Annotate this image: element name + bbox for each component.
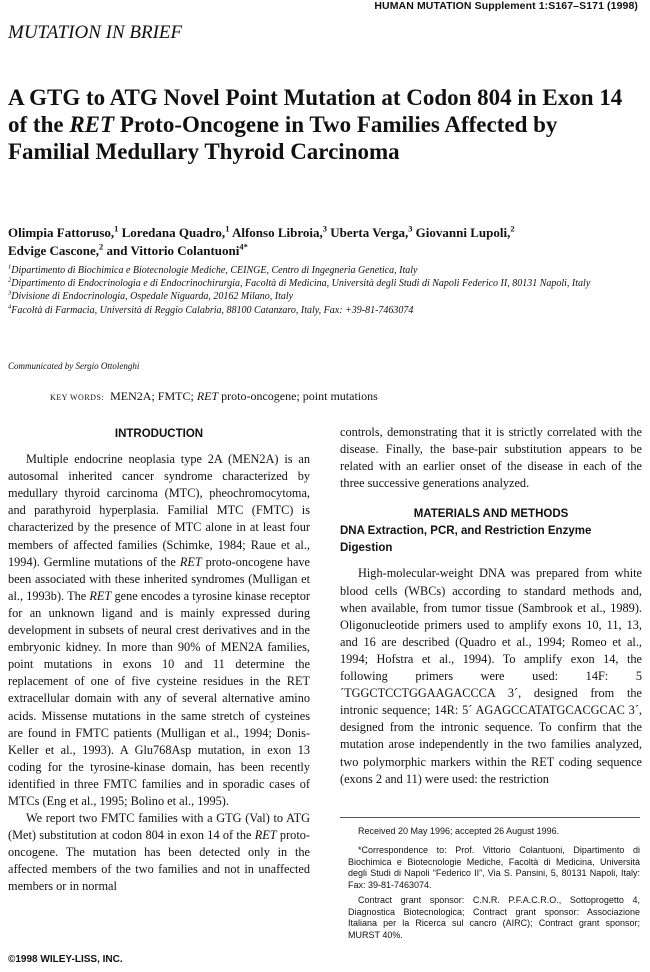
- affiliation: $^1$Dipartimento di Biochimica e Biotecnologie Mediche, CEINGE, Centro di Ingegneria Genetica, Italy: [8, 263, 418, 276]
- grant-note: Contract grant sponsor: C.N.R. P.F.A.C.R.O., Sottoprogetto 4, Diagnostica Biotecnologica; Contract grant sponsor: Associazione Italiana per la Ricerca sul cancro (AIRC); Contract grant sponsor; MURST 40%.: [348, 895, 640, 940]
- author: Edvige Cascone,: [8, 243, 99, 258]
- author: Uberta Verga,: [330, 225, 409, 240]
- affiliations: [8, 264, 638, 317]
- author: Alfonso Libroia,: [231, 225, 323, 240]
- correspondence-note: *Correspondence to: Prof. Vittorio Colantuoni, Dipartimento di Biochimica e Biotecnologie Mediche, Facoltà di Medicina, Università degli Studi di Napoli “Federico II”, Via S. Pansini, 5, 80131 Napoli, Italy: Fax: 39-81-7463074.: [348, 845, 640, 890]
- methods-subheading: DNA Extraction, PCR, and Restriction Enzyme Digestion: [340, 525, 592, 555]
- author-list: Olimpia Fattoruso,$^1$ Loredana Quadro,$^1$ Alfonso Libroia,$^3$ Uberta Verga,$^3$ Giovanni Lupoli,$^2$ Edvige Cascone,$^2$ and Vittorio Colantuoni$^{4*}$: [8, 223, 515, 258]
- author: Giovanni Lupoli,: [415, 225, 511, 240]
- journal-header: HUMAN MUTATION Supplement 1:S167–S171 (1998): [374, 0, 638, 12]
- keywords: KEY WORDS: MEN2A; FMTC; RET proto-oncogene; point mutations: [50, 389, 378, 403]
- affiliation: $^2$Dipartimento di Endocrinologia e di Endocrinochirurgia, Facoltà di Medicina, Università degli Studi di Napoli Federico II, 80131 Napoli, Italy: [8, 276, 591, 290]
- left-column: [8, 424, 310, 896]
- continued-paragraph: controls, demonstrating that it is strictly correlated with the disease. Finally, the base-pair substitution appears to be related with an earlier onset of the disease in each of the three successive generations analyzed.: [340, 425, 642, 491]
- methods-heading: MATERIALS AND METHODS: [413, 508, 569, 521]
- author: Loredana Quadro,: [121, 225, 226, 240]
- footnote-divider: [340, 817, 640, 818]
- keywords-label: KEY WORDS:: [50, 393, 105, 402]
- section-tag: MUTATION IN BRIEF: [8, 22, 183, 43]
- author: Olimpia Fattoruso,: [8, 225, 115, 240]
- right-column: [340, 424, 642, 788]
- copyright: ©1998 WILEY-LISS, INC.: [8, 954, 123, 965]
- intro-paragraph: Multiple endocrine neoplasia type 2A (MEN2A) is an autosomal inherited cancer syndrome characterized by medullary thyroid carcinoma (MTC), pheochromocytoma, and parathyroid hyperplasia. Familial MTC (FMTC) is characterized by the presence of MTC alone in at least four members of affected families (Schimke, 1984; Raue et al., 1994). Germline mutations of the RET proto-oncogene have been associated with these inherited syndromes (Mulligan et al., 1993b). The RET gene encodes a tyrosine kinase receptor for an unknown ligand and is mainly expressed during development in subsets of neural crest derivatives and in the embryonic kidney. In more than 90% of MEN2A families, point mutations in exons 10 and 11 determine the replacement of one of five cysteine residues in the RET extracellular domain with any of several alternative amino acids. Missense mutations in the same stretch of cysteines are found in FMTC patients (Mulligan et al., 1994; Donis-Keller et al., 1993). A Glu768Asp mutation, in exon 13 coding for the tyrosine-kinase domain, has been recently identified in three FMTC families and in sporadic cases of MTCs (Eng et al., 1995; Bolino et al., 1995).: [8, 452, 311, 808]
- affiliation: $^4$Facoltà di Farmacia, Università di Reggio Calabria, 88100 Catanzaro, Italy, Fax: +39-81-7463074: [8, 303, 414, 316]
- communicated-by: Communicated by Sergio Ottolenghi: [8, 361, 140, 371]
- methods-paragraph: High-molecular-weight DNA was prepared from white blood cells (WBCs) according to standard methods and, when available, from tumor tissue (Sambrook et al., 1989). Oligonucleotide primers used to amplify exons 10, 11, 13, and 16 are described (Quadro et al., 1994; Romeo et al., 1994; Hofstra et al., 1994). To amplify exon 14, the following primers were used: 14F: 5´TGGCTCCTGGAAGACCCA 3´, designed from the intronic sequence; 14R: 5´ AGAGCCATATGCACGCAC 3´, designed from the intronic sequence. To confirm that the mutation arose independently in the two families analyzed, two polymorphic markers within the RET coding sequence (exons 2 and 11) were used: the restriction: [340, 566, 642, 786]
- affiliation: $^3$Divisione di Endocrinologia, Ospedale Niguarda, 20162 Milano, Italy: [8, 290, 294, 303]
- intro-paragraph: We report two FMTC families with a GTG (Val) to ATG (Met) substitution at codon 804 in exon 14 of the RET proto-oncogene. The mutation has been detected only in the affected members of the two families and not in unaffected members or in normal: [8, 811, 310, 894]
- intro-heading: INTRODUCTION: [114, 428, 204, 440]
- received-note: Received 20 May 1996; accepted 26 August 1996.: [358, 826, 560, 836]
- article-title: A GTG to ATG Novel Point Mutation at Codon 804 in Exon 14 of the RET Proto-Oncogene in Two Families Affected by Familial Medullary Thyroid Carcinoma: [8, 85, 623, 164]
- author: and Vittorio Colantuoni: [106, 243, 240, 258]
